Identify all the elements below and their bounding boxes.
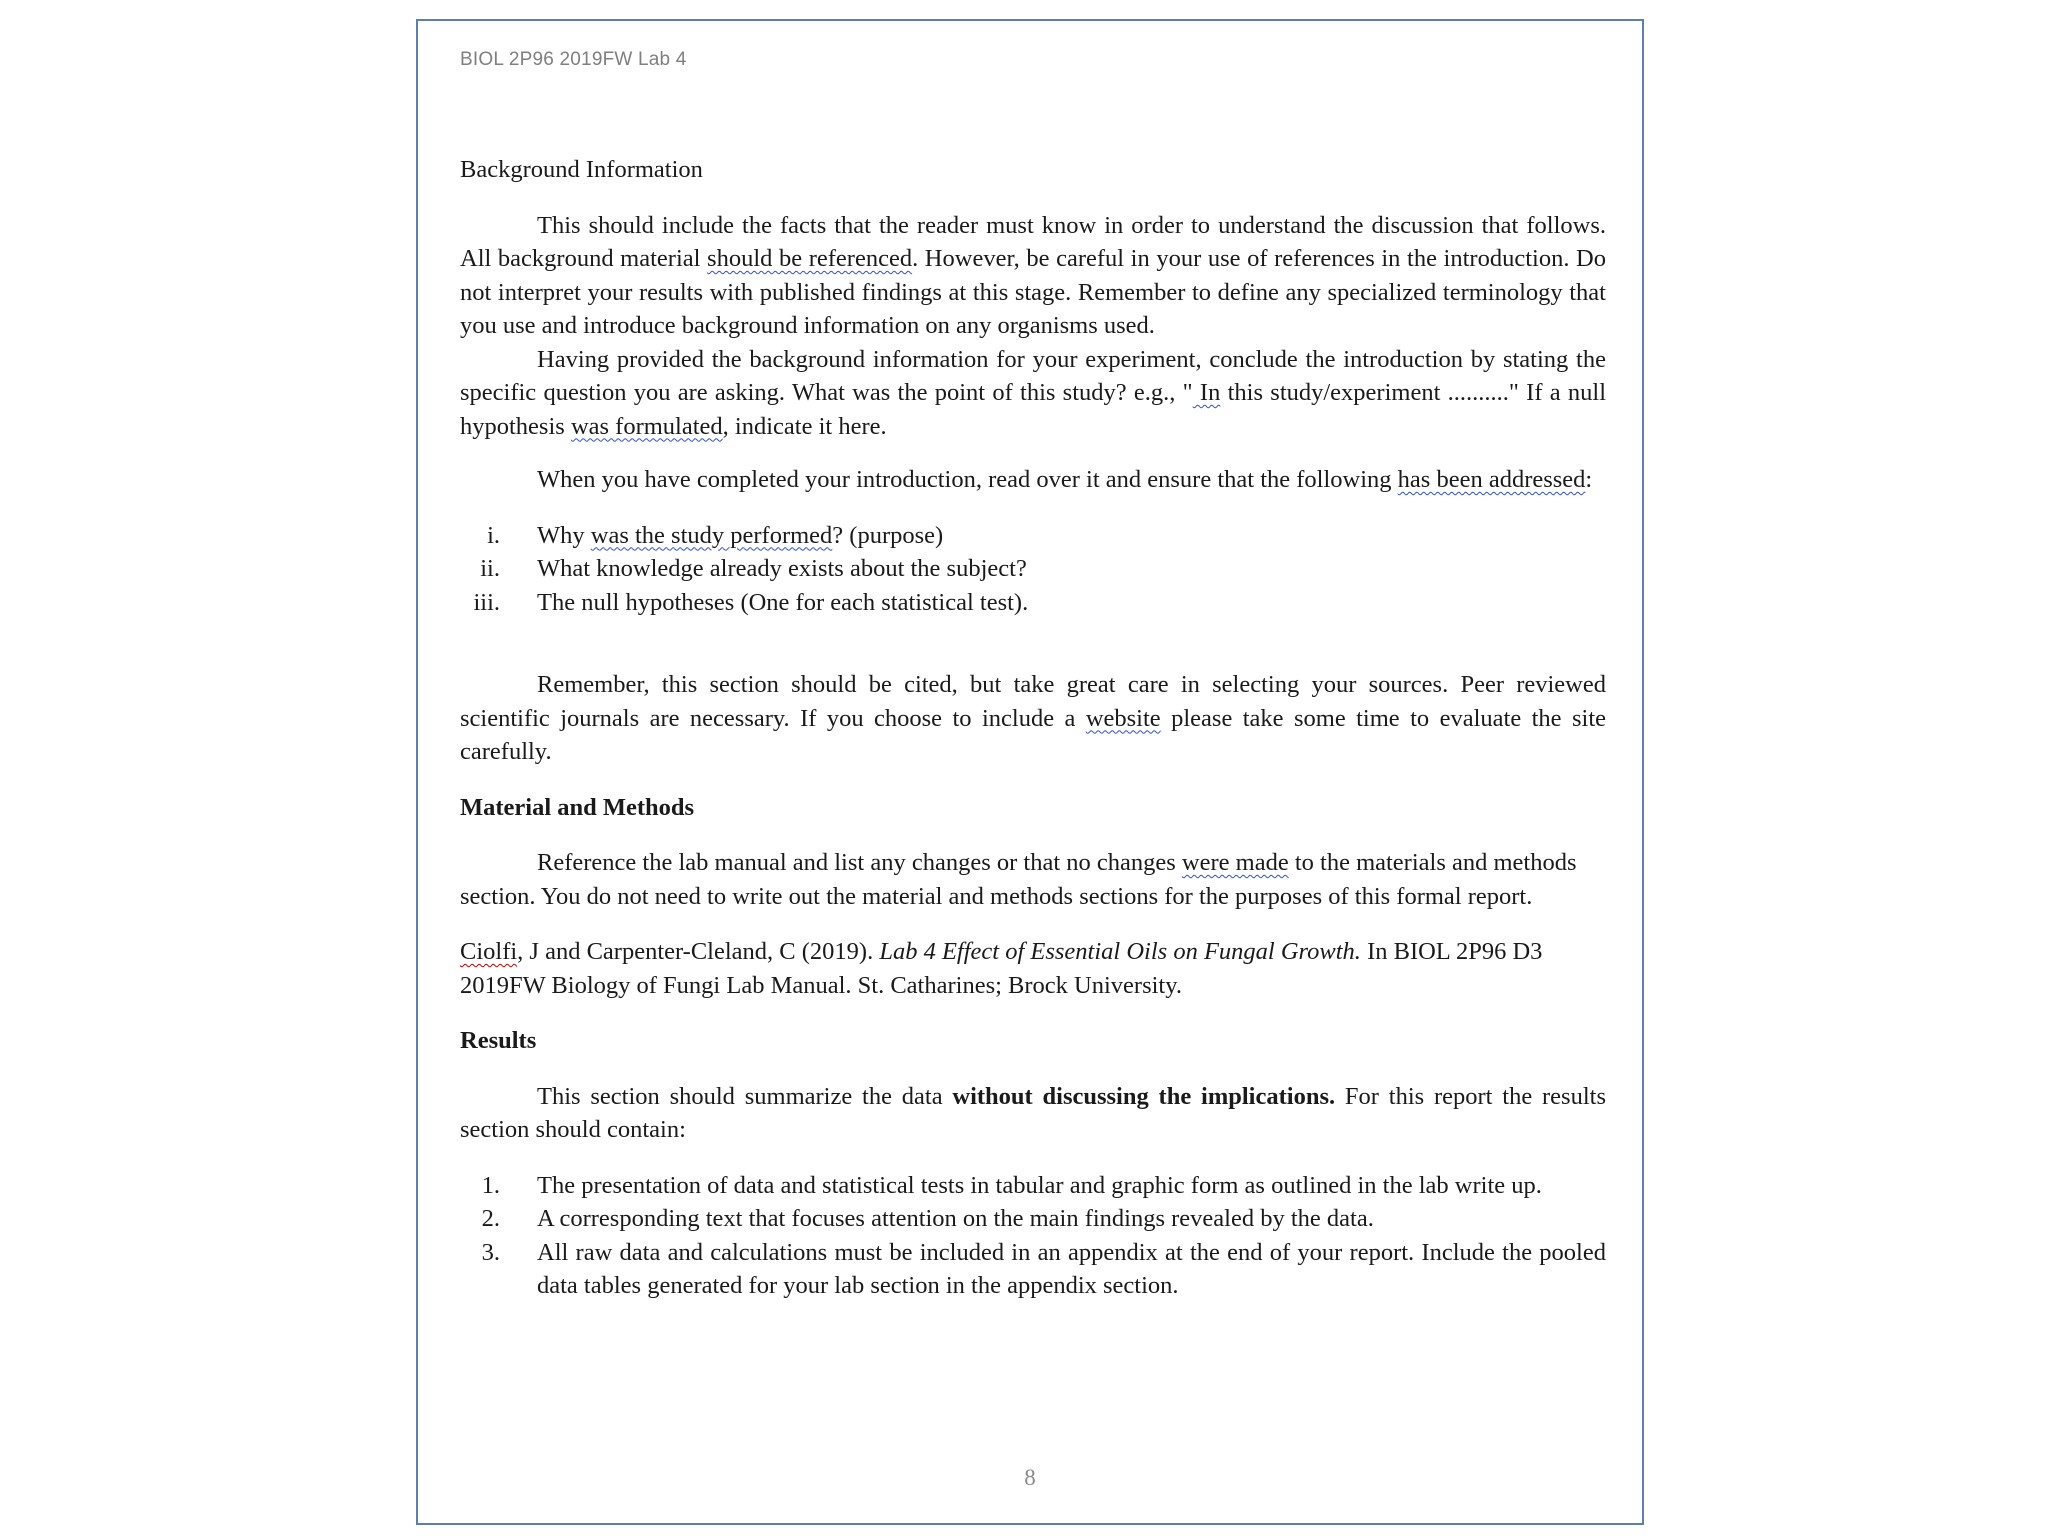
results-checklist: [460, 1169, 1606, 1303]
grammar-flag[interactable]: In: [1192, 379, 1221, 406]
background-paragraph-2: Having provided the background information for your experiment, conclude the introduction by stating the specific question you are asking. What was the point of this study? e.g., " In this study/experiment .........." If a null hypothesis was formulated, indicate it here.: [460, 345, 1606, 440]
methods-paragraph: Reference the lab manual and list any changes or that no changes were made to the materials and methods section. You do not need to write out the material and methods sections for the purposes of this formal report.: [460, 849, 1577, 910]
document-page: [416, 19, 1644, 1525]
grammar-flag[interactable]: has been addressed: [1397, 466, 1586, 493]
list-item: i. Why was the study performed? (purpose): [460, 519, 1606, 553]
grammar-flag[interactable]: was the study performed: [590, 521, 833, 549]
results-heading: Results: [460, 1027, 537, 1054]
list-item: 3. All raw data and calculations must be included in an appendix at the end of your report. Include the pooled data tables generated for your lab section in the appendix section.: [460, 1236, 1606, 1303]
background-paragraph-1: This should include the facts that the reader must know in order to understand the discussion that follows. All background material should be referenced. However, be careful in your use of references in the introduction. Do not interpret your results with published findings at this stage. Remember to define any specialized terminology that you use and introduce background information on any organisms used.: [460, 211, 1606, 339]
list-number: 2.: [481, 1205, 500, 1232]
list-number: ii.: [480, 555, 500, 582]
running-header: BIOL 2P96 2019FW Lab 4: [460, 49, 687, 70]
background-heading: Background Information: [460, 156, 703, 183]
grammar-flag[interactable]: was formulated: [570, 412, 723, 440]
grammar-flag[interactable]: should be referenced: [707, 245, 913, 272]
citation-title: Lab 4 Effect of Essential Oils on Fungal Growth.: [879, 938, 1361, 965]
list-item: 2. A corresponding text that focuses attention on the main findings revealed by the data.: [460, 1202, 1606, 1236]
background-paragraph-4: Remember, this section should be cited, but take great care in selecting your sources. Peer reviewed scientific journals are necessary. If you choose to include a website please take some time to evaluate the site carefully.: [460, 671, 1606, 765]
list-number: iii.: [473, 588, 500, 616]
list-item: iii. The null hypotheses (One for each statistical test).: [460, 586, 1606, 620]
document-body: [460, 153, 1606, 1303]
emphasis-text: without discussing the implications.: [952, 1082, 1336, 1110]
grammar-flag[interactable]: website: [1085, 704, 1161, 732]
results-paragraph: This section should summarize the data without discussing the implications. For this report the results section should contain:: [460, 1082, 1606, 1143]
intro-checklist: [460, 519, 1606, 620]
list-number: 3.: [481, 1238, 500, 1266]
spelling-flag[interactable]: Ciolfi: [460, 938, 518, 965]
grammar-flag[interactable]: were made: [1181, 849, 1289, 876]
list-number: 1.: [481, 1171, 500, 1199]
list-item: 1. The presentation of data and statistical tests in tabular and graphic form as outlined in the lab write up.: [460, 1169, 1606, 1203]
list-item: ii. What knowledge already exists about the subject?: [460, 552, 1606, 586]
lab-manual-citation: Ciolfi, J and Carpenter-Cleland, C (2019). Lab 4 Effect of Essential Oils on Fungal Growth. In BIOL 2P96 D3 2019FW Biology of Fungi Lab Manual. St. Catharines; Brock University.: [460, 938, 1543, 999]
page-number: 8: [1024, 1465, 1036, 1490]
background-paragraph-3: When you have completed your introduction, read over it and ensure that the following has been addressed:: [537, 466, 1593, 493]
methods-heading: Material and Methods: [460, 793, 695, 821]
list-number: i.: [487, 521, 500, 549]
